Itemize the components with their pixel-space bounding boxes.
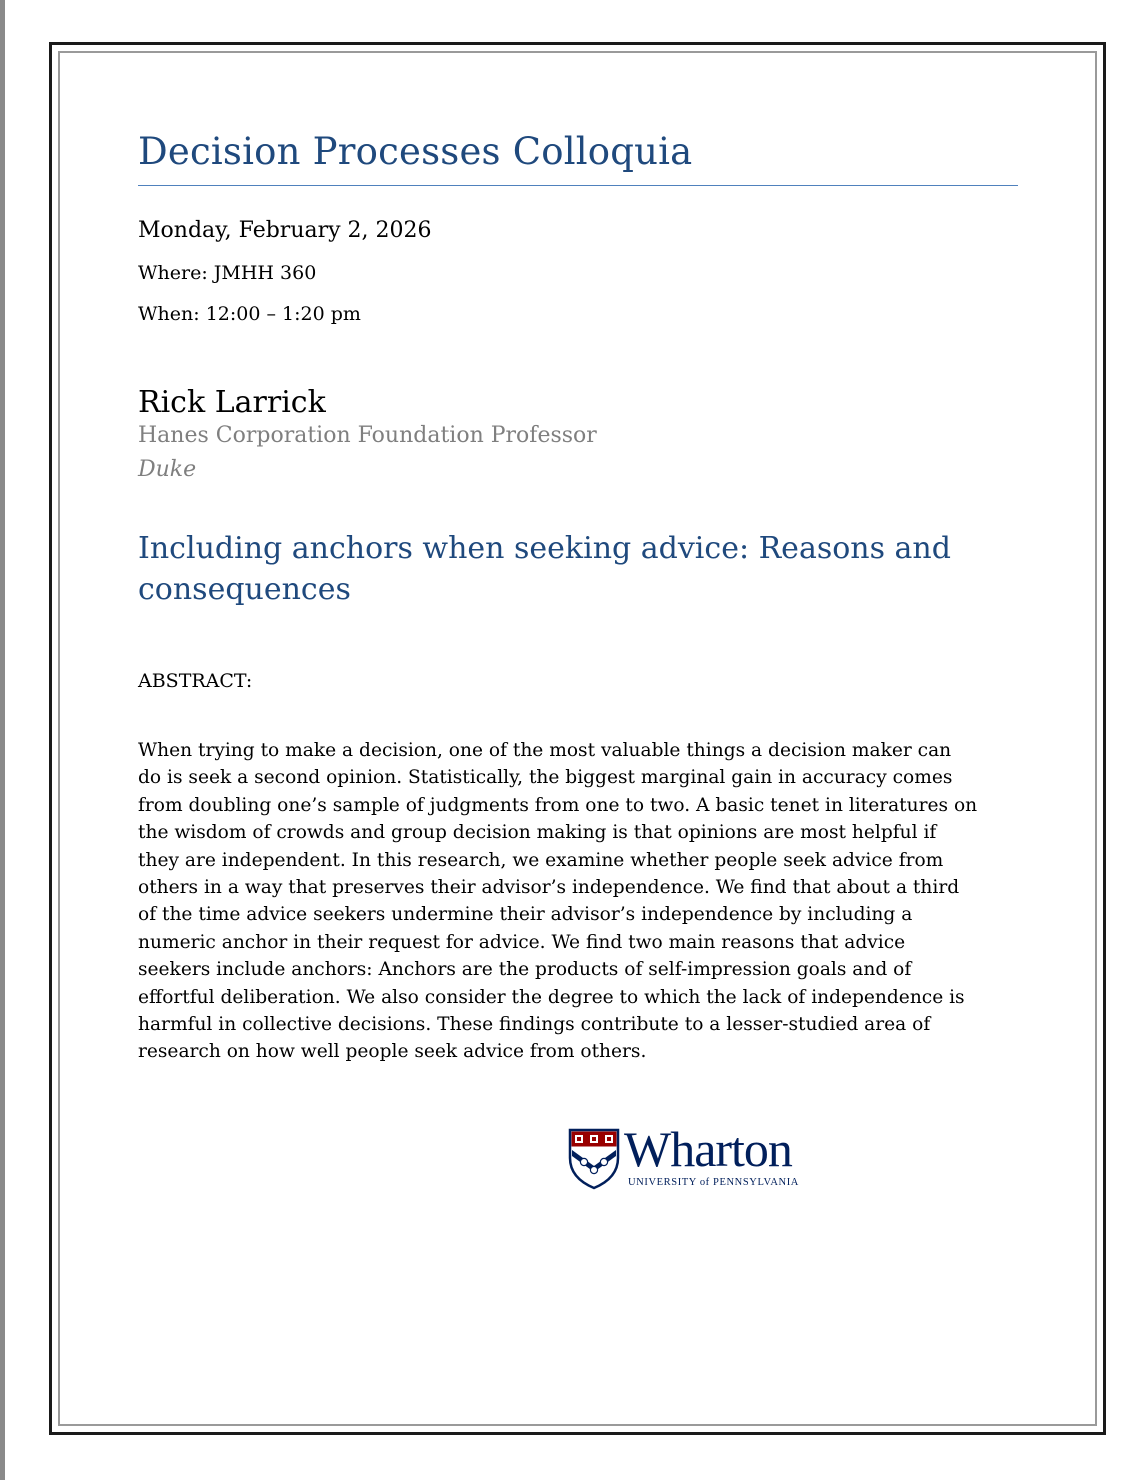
logo-subtitle: UNIVERSITY of PENNSYLVANIA <box>628 1177 799 1188</box>
event-date: Monday, February 2, 2026 <box>138 218 432 243</box>
abstract-line: of the time advice seekers undermine their advisor’s independence by including a <box>138 904 913 926</box>
abstract-line: When trying to make a decision, one of the most valuable things a decision maker can <box>138 740 952 761</box>
penn-shield-icon <box>568 1128 620 1190</box>
abstract-body <box>138 737 1023 1066</box>
event-time: When: 12:00 – 1:20 pm <box>138 303 361 325</box>
abstract-line: numeric anchor in their request for advice. We find two main reasons that advice <box>138 931 906 953</box>
event-location: Where: JMHH 360 <box>138 262 317 284</box>
left-edge-rule <box>0 0 5 1480</box>
abstract-line: effortful deliberation. We also consider the degree to which the lack of independence is <box>138 986 965 1008</box>
abstract-line: research on how well people seek advice from others. <box>138 1041 647 1063</box>
abstract-line: harmful in collective decisions. These findings contribute to a lesser-studied area of <box>138 1014 931 1036</box>
abstract-line: from doubling one’s sample of judgments from one to two. A basic tenet in literatures on <box>138 794 978 816</box>
speaker-name: Rick Larrick <box>138 385 326 420</box>
logo-wordmark: Wharton <box>624 1121 792 1177</box>
speaker-affiliation: Duke <box>138 457 197 482</box>
abstract-line: they are independent. In this research, we examine whether people seek advice from <box>138 849 944 871</box>
abstract-line: seekers include anchors: Anchors are the products of self-impression goals and of <box>138 959 912 981</box>
abstract-line: do is seek a second opinion. Statistically, the biggest marginal gain in accuracy comes <box>138 767 953 789</box>
abstract-line: others in a way that preserves their advisor’s independence. We find that about a third <box>138 877 960 899</box>
title-divider <box>138 185 1018 186</box>
abstract-label: ABSTRACT: <box>138 670 253 692</box>
abstract-line: the wisdom of crowds and group decision making is that opinions are most helpful if <box>138 822 937 844</box>
talk-title: Including anchors when seeking advice: Reasons and consequences <box>138 531 951 607</box>
wharton-logo <box>568 1121 828 1194</box>
speaker-title: Hanes Corporation Foundation Professor <box>138 423 597 448</box>
page-title: Decision Processes Colloquia <box>138 130 693 173</box>
